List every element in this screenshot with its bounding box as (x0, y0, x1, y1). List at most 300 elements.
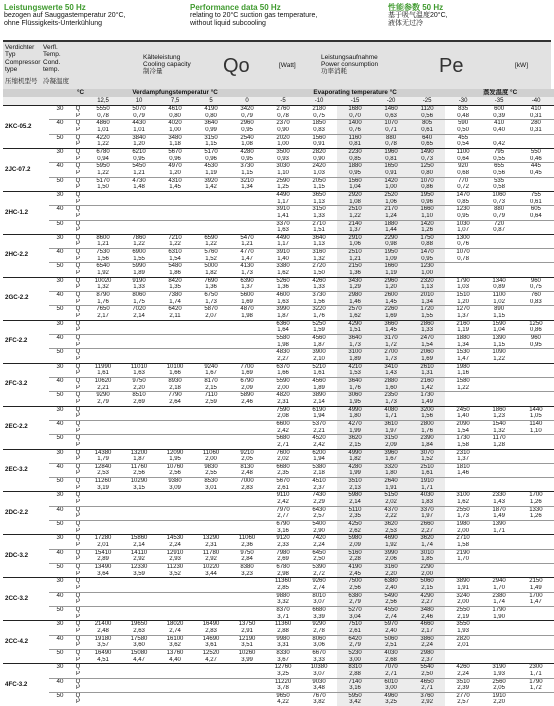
value-cell: 1,05 (517, 413, 554, 420)
value-cell: 2,36 (229, 542, 265, 549)
value-cell: 3480 (157, 134, 193, 141)
quantity-cell: P (71, 585, 85, 592)
value-cell: 3,32 (265, 599, 301, 606)
value-cell: 6370 (265, 363, 301, 370)
value-cell: 1250 (517, 320, 554, 327)
value-cell: 1,63 (265, 299, 301, 306)
value-cell: 2,18 (301, 470, 337, 477)
value-cell (121, 671, 157, 678)
value-cell: 1,42 (409, 385, 445, 392)
value-cell: 1120 (409, 106, 445, 113)
value-cell: 2,68 (373, 657, 409, 664)
value-cell: 4600 (265, 292, 301, 299)
value-cell: 0,55 (481, 156, 517, 163)
quantity-cell: P (71, 227, 85, 234)
value-cell: 1,93 (445, 628, 481, 635)
value-cell: 1,80 (373, 470, 409, 477)
value-cell: 410 (517, 106, 554, 113)
value-cell: 4190 (337, 564, 373, 571)
value-cell: 1700 (517, 492, 554, 499)
value-cell (517, 256, 554, 263)
value-cell: 3990 (373, 549, 409, 556)
value-cell: 2700 (373, 349, 409, 356)
table-row (3, 592, 554, 599)
cond-temp-cell (49, 227, 71, 234)
value-cell (121, 406, 157, 413)
cond-temp-cell (49, 599, 71, 606)
value-cell (229, 585, 265, 592)
value-cell (193, 342, 229, 349)
value-cell: 1,54 (445, 428, 481, 435)
value-cell (517, 313, 554, 320)
value-cell: 0,95 (121, 156, 157, 163)
cond-temp-cell (49, 113, 71, 120)
value-cell: 2150 (337, 263, 373, 270)
value-cell: 8010 (301, 592, 337, 599)
value-cell: 13290 (193, 535, 229, 542)
value-cell: 1950 (409, 191, 445, 198)
value-cell: 9650 (265, 692, 301, 699)
value-cell (157, 442, 193, 449)
table-row (3, 134, 554, 141)
value-cell: 11010 (121, 363, 157, 370)
value-cell: 8170 (193, 377, 229, 384)
value-cell: 2,24 (157, 542, 193, 549)
cond-temp-cell: 30 (49, 449, 71, 456)
value-cell: 1,34 (445, 342, 481, 349)
value-cell: 1,50 (85, 184, 121, 191)
value-cell (229, 335, 265, 342)
value-cell: 2330 (481, 492, 517, 499)
value-cell: 2,56 (337, 585, 373, 592)
table-row (3, 156, 554, 163)
value-cell: 9190 (121, 277, 157, 284)
value-cell: 4,51 (85, 657, 121, 664)
value-cell: 2,17 (85, 313, 121, 320)
table-row (3, 399, 554, 406)
value-cell (445, 649, 481, 656)
value-cell: 1340 (481, 277, 517, 284)
table-row (3, 599, 554, 606)
value-cell (157, 342, 193, 349)
value-cell: 2,40 (373, 628, 409, 635)
table-row (3, 571, 554, 578)
quantity-cell: P (71, 699, 85, 706)
value-cell: 13200 (121, 449, 157, 456)
value-cell: 0,86 (517, 327, 554, 334)
value-cell (481, 657, 517, 664)
value-cell: 12090 (157, 449, 193, 456)
value-cell (229, 699, 265, 706)
value-cell: 1,28 (481, 442, 517, 449)
value-cell: 2,89 (85, 556, 121, 563)
value-cell: 1,45 (373, 327, 409, 334)
value-cell: 0,65 (409, 141, 445, 148)
value-cell (517, 227, 554, 234)
value-cell: 280 (517, 120, 554, 127)
value-cell: 6190 (301, 406, 337, 413)
value-cell: 1,26 (517, 499, 554, 506)
value-cell (517, 621, 554, 628)
value-cell: 2,18 (157, 385, 193, 392)
value-cell (517, 456, 554, 463)
value-cell (85, 442, 121, 449)
value-cell: 1,37 (229, 284, 265, 291)
value-cell: 2,28 (337, 556, 373, 563)
value-cell: 2290 (373, 234, 409, 241)
capacity-de: Kälteleistung (143, 54, 180, 61)
value-cell: 2,61 (265, 485, 301, 492)
value-cell: 3960 (373, 449, 409, 456)
value-cell: 4560 (301, 335, 337, 342)
cond-temp-cell (49, 685, 71, 692)
value-cell (85, 349, 121, 356)
quantity-cell: P (71, 127, 85, 134)
value-cell: 1140 (517, 420, 554, 427)
value-cell: 1,08 (337, 199, 373, 206)
value-cell: 2,00 (265, 385, 301, 392)
value-cell: 3890 (301, 392, 337, 399)
value-cell: 10620 (85, 377, 121, 384)
cond-de2: Temp. (43, 51, 61, 58)
value-cell: 3,44 (193, 571, 229, 578)
quantity-cell: P (71, 513, 85, 520)
value-cell: 6600 (265, 420, 301, 427)
value-cell: 4990 (337, 449, 373, 456)
value-cell: 890 (481, 306, 517, 313)
value-cell (517, 628, 554, 635)
value-cell: 3190 (481, 664, 517, 671)
value-cell: 1,26 (409, 227, 445, 234)
value-cell: 3,25 (265, 671, 301, 678)
value-cell (85, 506, 121, 513)
power-de: Leistungsaufnahme (321, 54, 378, 61)
quantity-cell: P (71, 370, 85, 377)
value-cell: 1390 (481, 521, 517, 528)
evap-temp-cell: -25 (409, 97, 445, 106)
quantity-cell: Q (71, 635, 85, 642)
value-cell (229, 320, 265, 327)
unit-watt: [Watt] (279, 62, 296, 69)
value-cell (229, 528, 265, 535)
value-cell (229, 406, 265, 413)
model-name: 2HC-1.2 (3, 191, 49, 234)
value-cell: 4,27 (193, 657, 229, 664)
value-cell: 3,06 (301, 642, 337, 649)
cond-temp-cell (49, 485, 71, 492)
value-cell: 2820 (445, 635, 481, 642)
value-cell (517, 556, 554, 563)
quantity-cell: Q (71, 377, 85, 384)
table-row (3, 127, 554, 134)
table-row (3, 349, 554, 356)
value-cell: 3620 (373, 521, 409, 528)
value-cell: 1,89 (301, 385, 337, 392)
cond-temp-cell: 40 (49, 549, 71, 556)
value-cell: 655 (481, 163, 517, 170)
value-cell: 14110 (121, 549, 157, 556)
value-cell (121, 606, 157, 613)
value-cell: 0,75 (301, 113, 337, 120)
value-cell: 2,45 (337, 571, 373, 578)
value-cell: 5170 (85, 177, 121, 184)
value-cell: 1,76 (337, 385, 373, 392)
value-cell: 1,59 (301, 327, 337, 334)
value-cell: 2,09 (229, 385, 265, 392)
value-cell: 7110 (193, 392, 229, 399)
value-cell: 1,63 (121, 370, 157, 377)
value-cell: 0,76 (337, 127, 373, 134)
value-cell (193, 420, 229, 427)
model-name: 2KC-05.2 (3, 106, 49, 149)
value-cell: 2,17 (409, 628, 445, 635)
value-cell (121, 356, 157, 363)
value-cell: 3,99 (229, 657, 265, 664)
table-row (3, 685, 554, 692)
value-cell: 2370 (265, 120, 301, 127)
value-cell (157, 585, 193, 592)
value-cell (445, 657, 481, 664)
value-cell: 1,76 (409, 428, 445, 435)
table-row (3, 406, 554, 413)
value-cell: 15860 (121, 535, 157, 542)
value-cell: 3890 (445, 578, 481, 585)
table-row (3, 113, 554, 120)
value-cell: 12760 (265, 664, 301, 671)
value-cell: 2,37 (409, 657, 445, 664)
value-cell: 1,86 (157, 270, 193, 277)
evap-temp-cell: 12,5 (85, 97, 121, 106)
value-cell: 1,91 (373, 485, 409, 492)
value-cell (121, 349, 157, 356)
header-de (4, 4, 126, 28)
quantity-cell: P (71, 284, 85, 291)
value-cell: 15410 (85, 549, 121, 556)
value-cell: 9830 (193, 463, 229, 470)
value-cell: 960 (517, 277, 554, 284)
value-cell: 7790 (157, 392, 193, 399)
value-cell: 2,88 (337, 671, 373, 678)
value-cell (121, 342, 157, 349)
value-cell (85, 213, 121, 220)
quantity-cell: P (71, 685, 85, 692)
table-row (3, 327, 554, 334)
value-cell: 12520 (193, 649, 229, 656)
value-cell: 1,72 (373, 342, 409, 349)
value-cell: 4030 (373, 649, 409, 656)
table-row (3, 363, 554, 370)
value-cell: 4,40 (157, 657, 193, 664)
value-cell (193, 327, 229, 334)
value-cell: 2590 (265, 177, 301, 184)
quantity-cell: Q (71, 692, 85, 699)
value-cell (517, 442, 554, 449)
value-cell: 1,63 (265, 227, 301, 234)
value-cell: 2,27 (409, 599, 445, 606)
value-cell (193, 678, 229, 685)
value-cell: 2520 (373, 191, 409, 198)
value-cell: 2710 (445, 535, 481, 542)
value-cell: 2,51 (373, 642, 409, 649)
value-cell: 1,20 (445, 299, 481, 306)
table-row (3, 241, 554, 248)
value-cell: 9290 (301, 621, 337, 628)
value-cell: 1,98 (265, 342, 301, 349)
cond-temp-cell (49, 127, 71, 134)
capacity-en: Cooling capacity (143, 61, 191, 68)
value-cell (157, 428, 193, 435)
value-cell: 0,73 (409, 156, 445, 163)
value-cell: 3,23 (229, 571, 265, 578)
table-row (3, 556, 554, 563)
value-cell (481, 234, 517, 241)
table-row (3, 635, 554, 642)
value-cell: 1,76 (301, 313, 337, 320)
table-row (3, 513, 554, 520)
value-cell: 0,95 (409, 256, 445, 263)
cond-temp-cell: 50 (49, 349, 71, 356)
value-cell: 1,22 (157, 241, 193, 248)
value-cell (481, 363, 517, 370)
value-cell: 2,08 (265, 413, 301, 420)
value-cell: 2310 (445, 449, 481, 456)
value-cell (481, 463, 517, 470)
value-cell: 2350 (373, 392, 409, 399)
value-cell: 1,70 (445, 556, 481, 563)
value-cell (157, 606, 193, 613)
value-cell: 2,57 (445, 699, 481, 706)
table-row (3, 292, 554, 299)
value-cell: 5060 (409, 578, 445, 585)
value-cell: 2,74 (301, 585, 337, 592)
value-cell (229, 513, 265, 520)
value-cell (85, 327, 121, 334)
value-cell: 1,37 (445, 456, 481, 463)
value-cell: 2,14 (121, 313, 157, 320)
value-cell: 2570 (337, 306, 373, 313)
value-cell: 11060 (193, 449, 229, 456)
value-cell: 8130 (229, 463, 265, 470)
value-cell: 2,91 (229, 628, 265, 635)
value-cell: 1,62 (445, 499, 481, 506)
value-cell: 1,80 (337, 413, 373, 420)
value-cell: 7600 (265, 449, 301, 456)
value-cell (481, 556, 517, 563)
value-cell: 0,70 (337, 113, 373, 120)
value-cell (229, 499, 265, 506)
value-cell: 1,08 (229, 141, 265, 148)
value-cell (517, 234, 554, 241)
value-cell: 3510 (445, 678, 481, 685)
value-cell: 11760 (121, 463, 157, 470)
value-cell: 2,78 (301, 628, 337, 635)
value-cell (193, 585, 229, 592)
table-row (3, 227, 554, 234)
cond-temp-cell: 40 (49, 206, 71, 213)
value-cell: 2,22 (373, 513, 409, 520)
value-cell: 1,55 (121, 256, 157, 263)
value-cell: 0,83 (301, 127, 337, 134)
value-cell: 1,15 (301, 184, 337, 191)
value-cell: 2,01 (85, 542, 121, 549)
value-cell: 1030 (445, 220, 481, 227)
value-cell: 4730 (121, 177, 157, 184)
value-cell (85, 699, 121, 706)
value-cell (121, 206, 157, 213)
value-cell: 1,01 (85, 127, 121, 134)
power-en: Power consumption (321, 61, 378, 68)
table-row (3, 249, 554, 256)
value-cell: 0,80 (409, 170, 445, 177)
value-cell: 3,07 (301, 599, 337, 606)
value-cell: 0,78 (445, 256, 481, 263)
value-cell (481, 385, 517, 392)
header-en-line2: without liquid subcooling (190, 20, 317, 28)
value-cell: 2,11 (157, 313, 193, 320)
value-cell: 605 (517, 206, 554, 213)
value-cell: 4990 (337, 406, 373, 413)
value-cell: 3,31 (265, 642, 301, 649)
value-cell (517, 528, 554, 535)
value-cell: 2770 (445, 692, 481, 699)
cond-temp-cell (49, 657, 71, 664)
value-cell: 1,71 (517, 671, 554, 678)
value-cell: 7500 (337, 578, 373, 585)
value-cell (193, 199, 229, 206)
value-cell (481, 549, 517, 556)
value-cell: 3760 (409, 692, 445, 699)
value-cell: 1,31 (409, 370, 445, 377)
evap-temp-cell: -10 (301, 97, 337, 106)
value-cell: 1330 (517, 506, 554, 513)
value-cell: 535 (481, 177, 517, 184)
value-cell: 920 (445, 163, 481, 170)
value-cell: 2510 (337, 249, 373, 256)
value-cell: 5070 (121, 106, 157, 113)
value-cell: 2,24 (445, 671, 481, 678)
value-cell: 1100 (481, 292, 517, 299)
value-cell: 2,05 (481, 685, 517, 692)
value-cell: 1,33 (409, 327, 445, 334)
value-cell: 3,71 (265, 614, 301, 621)
value-cell: 2,72 (301, 571, 337, 578)
value-cell: 7670 (301, 692, 337, 699)
value-cell: 2,79 (337, 642, 373, 649)
value-cell: 2,27 (409, 528, 445, 535)
value-cell: 6540 (85, 263, 121, 270)
table-row (3, 463, 554, 470)
quantity-cell: P (71, 442, 85, 449)
value-cell: 3660 (373, 320, 409, 327)
quantity-cell: Q (71, 606, 85, 613)
value-cell: 8530 (193, 478, 229, 485)
value-cell (121, 428, 157, 435)
value-cell: 4960 (373, 692, 409, 699)
value-cell (157, 513, 193, 520)
value-cell: 0,95 (517, 342, 554, 349)
value-cell: 0,94 (85, 156, 121, 163)
model-name: 2JC-07.2 (3, 148, 49, 191)
quantity-cell: Q (71, 492, 85, 499)
value-cell: 1,73 (373, 356, 409, 363)
performance-table (3, 89, 554, 706)
quantity-cell: Q (71, 134, 85, 141)
value-cell: 4210 (337, 363, 373, 370)
value-cell: 4190 (193, 106, 229, 113)
value-cell (517, 134, 554, 141)
value-cell: 1,06 (337, 241, 373, 248)
value-cell: 0,78 (373, 141, 409, 148)
